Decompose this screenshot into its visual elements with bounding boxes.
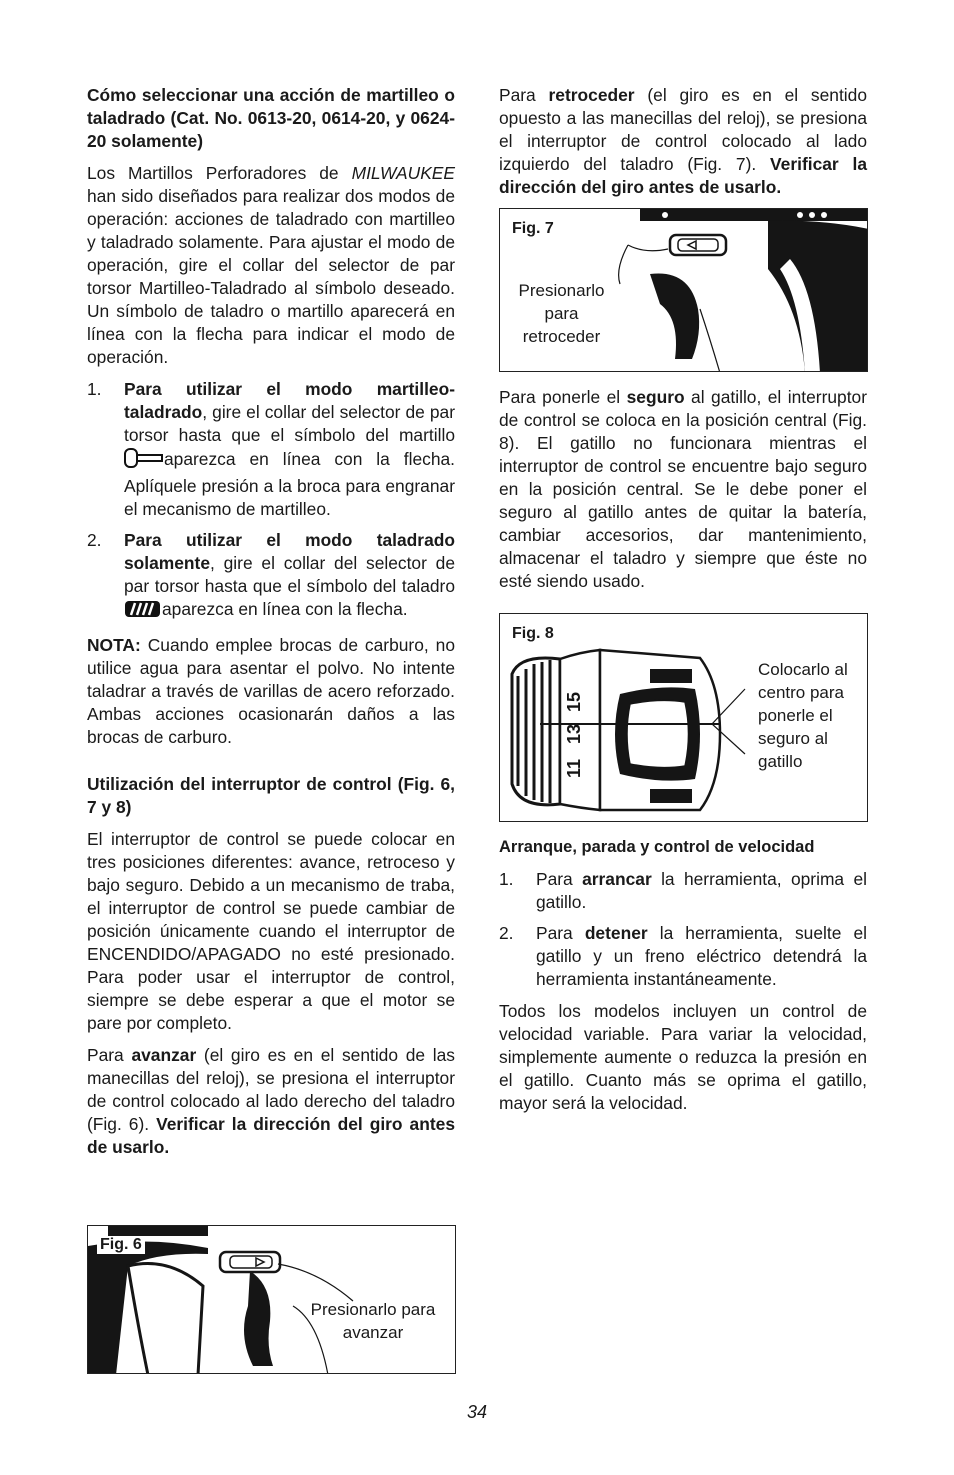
control-switch-heading: Utilización del interruptor de control (Fig. 6, 7 y 8) (87, 774, 455, 817)
figure-6-label: Fig. 6 (97, 1236, 145, 1254)
list-item: 2. Para detener la herramienta, suelte el gatillo y un freno eléctrico detendrá la herramienta instantáneamente. (499, 923, 867, 989)
dial-number-13: 13 (564, 723, 584, 744)
figure-6-callout: Presionarlo para avanzar (310, 1300, 436, 1342)
control-switch-paragraph: El interruptor de control se puede colocar en tres posiciones diferentes: avance, retroceso y bajo seguro. Debido a un mecanismo de traba, el interruptor de control se puede cambiar de posición únicamente cuando el interruptor de ENCENDIDO/APAGADO no esté presionado. Para poder usar el interruptor de control, siempre se debe esperar a que el motor se pare por completo. (87, 829, 455, 1033)
drill-bit-symbol-icon (124, 599, 162, 625)
page-number: 34 (466, 1402, 488, 1422)
figure-7 (499, 208, 868, 372)
hammer-intro-paragraph: Los Martillos Perforadores de MILWAUKEE han sido diseñados para realizar dos modos de operación: acciones de taladrado con martilleo y taladrado solamente. Para ajustar el modo de operación, gire el collar del selector de par torsor Martilleo-Taladrado al símbolo deseado. Un símbolo de taladro o martillo aparecerá en línea con la flecha para indicar el modo de operación. (87, 163, 455, 367)
figure-8-label: Fig. 8 (509, 622, 557, 645)
start-stop-list (499, 868, 867, 991)
figure-8 (499, 613, 868, 822)
speed-control-paragraph: Todos los modelos incluyen un control de velocidad variable. Para variar la velocidad, simplemente aumente o reduzca la presión en el gatillo. Cuanto más se oprima el gatillo, mayor será la velocidad. (499, 1001, 867, 1113)
forward-paragraph: Para avanzar (el giro es en el sentido de las manecillas del reloj), se presiona el interruptor de control colocado al lado derecho del taladro (Fig. 6). Verificar la dirección del giro antes de usarlo. (87, 1045, 455, 1157)
figure-6 (87, 1225, 456, 1374)
list-item: 1. Para utilizar el modo martilleo-taladrado, gire el collar del selector de par torsor hasta que el símbolo del martillo aparezca en línea con la flecha. Aplíquele presión a la broca para engranar el mecanismo de martilleo. (87, 379, 455, 519)
start-stop-heading: Arranque, parada y control de velocidad (499, 838, 815, 856)
hammer-symbol-icon (124, 447, 164, 475)
brand-name: MILWAUKEE (351, 163, 455, 183)
hammer-mode-heading: Cómo seleccionar una acción de martilleo o taladrado (Cat. No. 0613-20, 0614-20, y 0624-20 solamente) (87, 85, 455, 151)
figure-8-callout: Colocarlo al centro para ponerle el seguro al gatillo (758, 660, 848, 771)
mode-list (87, 378, 455, 625)
nota-paragraph: NOTA: Cuando emplee brocas de carburo, no utilice agua para asentar el polvo. No intente taladrar a través de varillas de acero reforzado. Ambas acciones ocasionarán daños a las brocas de carburo. (87, 635, 455, 747)
dial-number-11: 11 (564, 758, 584, 778)
figure-7-label: Fig. 7 (509, 217, 557, 240)
list-item: 1. Para arrancar la herramienta, oprima el gatillo. (499, 869, 867, 912)
dial-number-15: 15 (564, 691, 584, 712)
reverse-paragraph: Para retroceder (el giro es en el sentido opuesto a las manecillas del reloj), se presiona el interruptor de control colocado al lado izquierdo del taladro (Fig. 7). Verificar la dirección del giro antes de usarlo. (499, 85, 867, 197)
lock-paragraph: Para ponerle el seguro al gatillo, el interruptor de control se coloca en la posición central (Fig. 8). El gatillo no funcionara mientras el interruptor de control se encuentre bajo seguro en la posición central. Se le debe poner el seguro al gatillo antes de quitar la batería, cambiar accesorios, dar mantenimiento, almacenar el taladro y siempre que éste no esté siendo usado. (499, 387, 867, 591)
right-column (499, 84, 867, 1124)
left-column (87, 84, 455, 1168)
figure-7-callout: Presionarlo para retroceder (518, 281, 605, 346)
list-item: 2. Para utilizar el modo taladrado solamente, gire el collar del selector de par torsor hasta que el símbolo del taladroaparezca en línea con la flecha. (87, 529, 455, 625)
